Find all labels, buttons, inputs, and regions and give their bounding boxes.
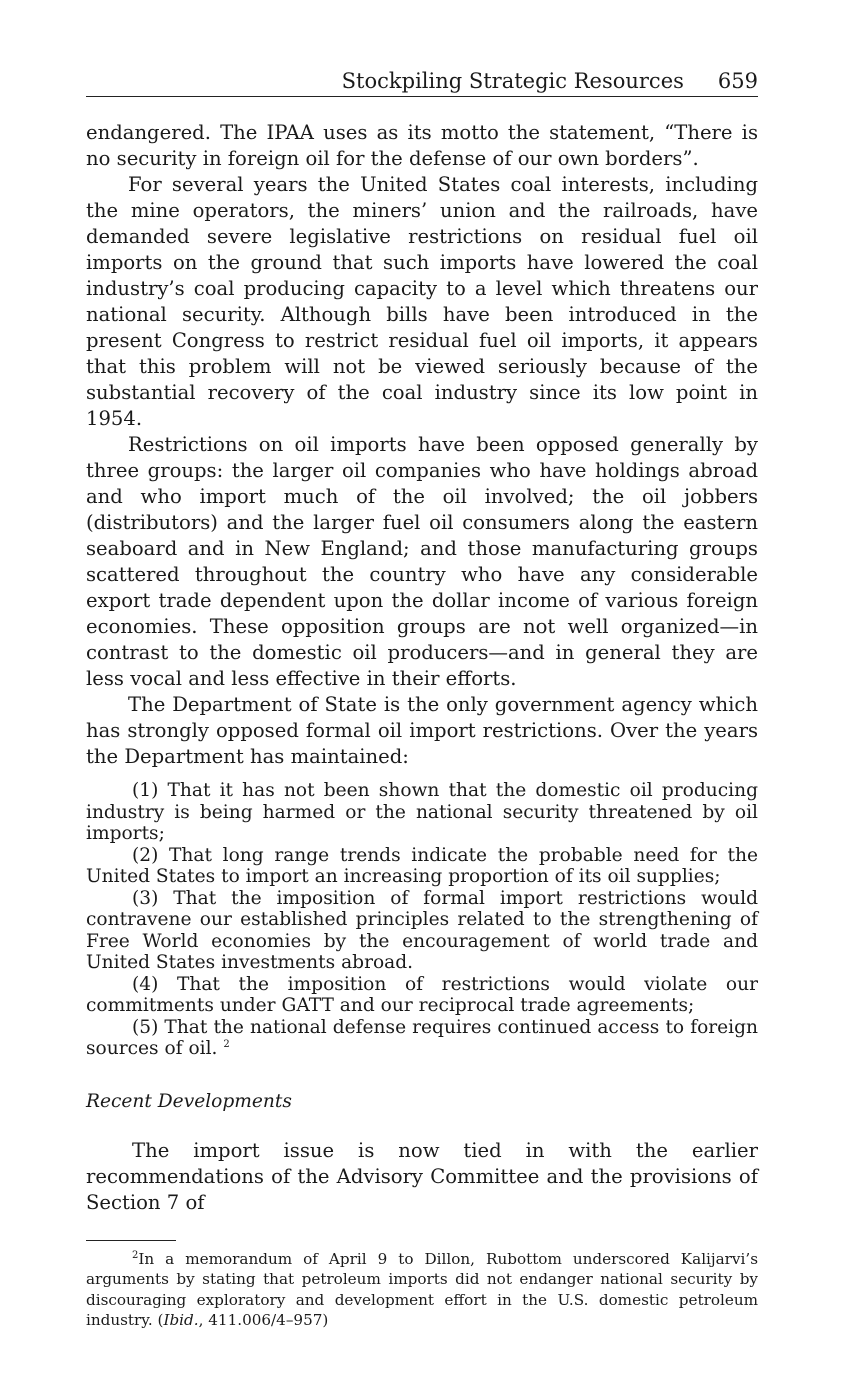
footnote-divider — [86, 1240, 176, 1241]
paragraph: For several years the United States coal interests, including the mine operators, the miners’ union and the railroads, have demanded severe legislative restrictions on residual fuel oil imports on the ground that such imports have lowered the coal industry’s coal producing capacity to a level which threatens our national security. Although bills have been introduced in the present Congress to restrict residual fuel oil imports, it appears that this problem will not be viewed seriously because of the substantial recovery of the coal industry since its low point in 1954. — [86, 173, 758, 430]
body-text — [86, 120, 758, 770]
footnote-citation: , 411.006/4–957) — [198, 1311, 329, 1329]
numbered-list — [86, 780, 758, 1060]
page-number: 659 — [717, 69, 758, 93]
paragraph: Restrictions on oil imports have been opposed generally by three groups: the larger oil companies who have holdings abroad and who import much of the oil involved; the oil jobbers (distributors) and the larger fuel oil consumers along the eastern seaboard and in New England; and those manufacturing groups scattered throughout the country who have any considerable export trade dependent upon the dollar income of various foreign economies. These opposition groups are not well organized—in contrast to the domestic oil producers—and in general they are less vocal and less effective in their efforts. — [86, 433, 758, 690]
list-item: (2) That long range trends indicate the probable need for the United States to import an increasing proportion of its oil supplies; — [86, 844, 758, 887]
section-body — [86, 1138, 758, 1216]
footnote-marker: 2 — [132, 1249, 139, 1261]
footnote-citation-italic: Ibid. — [163, 1311, 199, 1329]
list-item: (4) That the imposition of restrictions would violate our commitments under GATT and our reciprocal trade agreements; — [86, 973, 758, 1016]
list-item-text: (5) That the national defense requires continued access to foreign sources of oil. — [86, 1016, 758, 1059]
list-item: (3) That the imposition of formal import restrictions would contravene our established principles related to the strengthening of Free World economies by the encouragement of world trade and United States investments abroad. — [86, 887, 758, 973]
running-title: Stockpiling Strategic Resources — [341, 69, 684, 93]
footnote-text: In a memorandum of April 9 to Dillon, Rubottom underscored Kalijarvi’s arguments by stating that petroleum imports did not endanger national security by discouraging exploratory and development effort in the U.S. domestic petroleum industry. ( — [86, 1249, 758, 1329]
list-item — [86, 1017, 758, 1060]
footnote — [86, 1249, 758, 1331]
paragraph: endangered. The IPAA uses as its motto the statement, “There is no security in foreign oil for the defense of our own borders”. — [86, 121, 758, 170]
running-header — [86, 68, 758, 97]
list-item: (1) That it has not been shown that the domestic oil producing industry is being harmed or the national security threatened by oil imports; — [86, 780, 758, 844]
footnote-reference: 2 — [223, 1038, 230, 1050]
paragraph: The Department of State is the only government agency which has strongly opposed formal oil import restrictions. Over the years the Department has maintained: — [86, 693, 758, 768]
section-heading: Recent Developments — [86, 1090, 292, 1112]
document-page — [86, 68, 758, 1331]
paragraph: The import issue is now tied in with the earlier recommendations of the Advisory Committee and the provisions of Section 7 of — [86, 1138, 758, 1214]
